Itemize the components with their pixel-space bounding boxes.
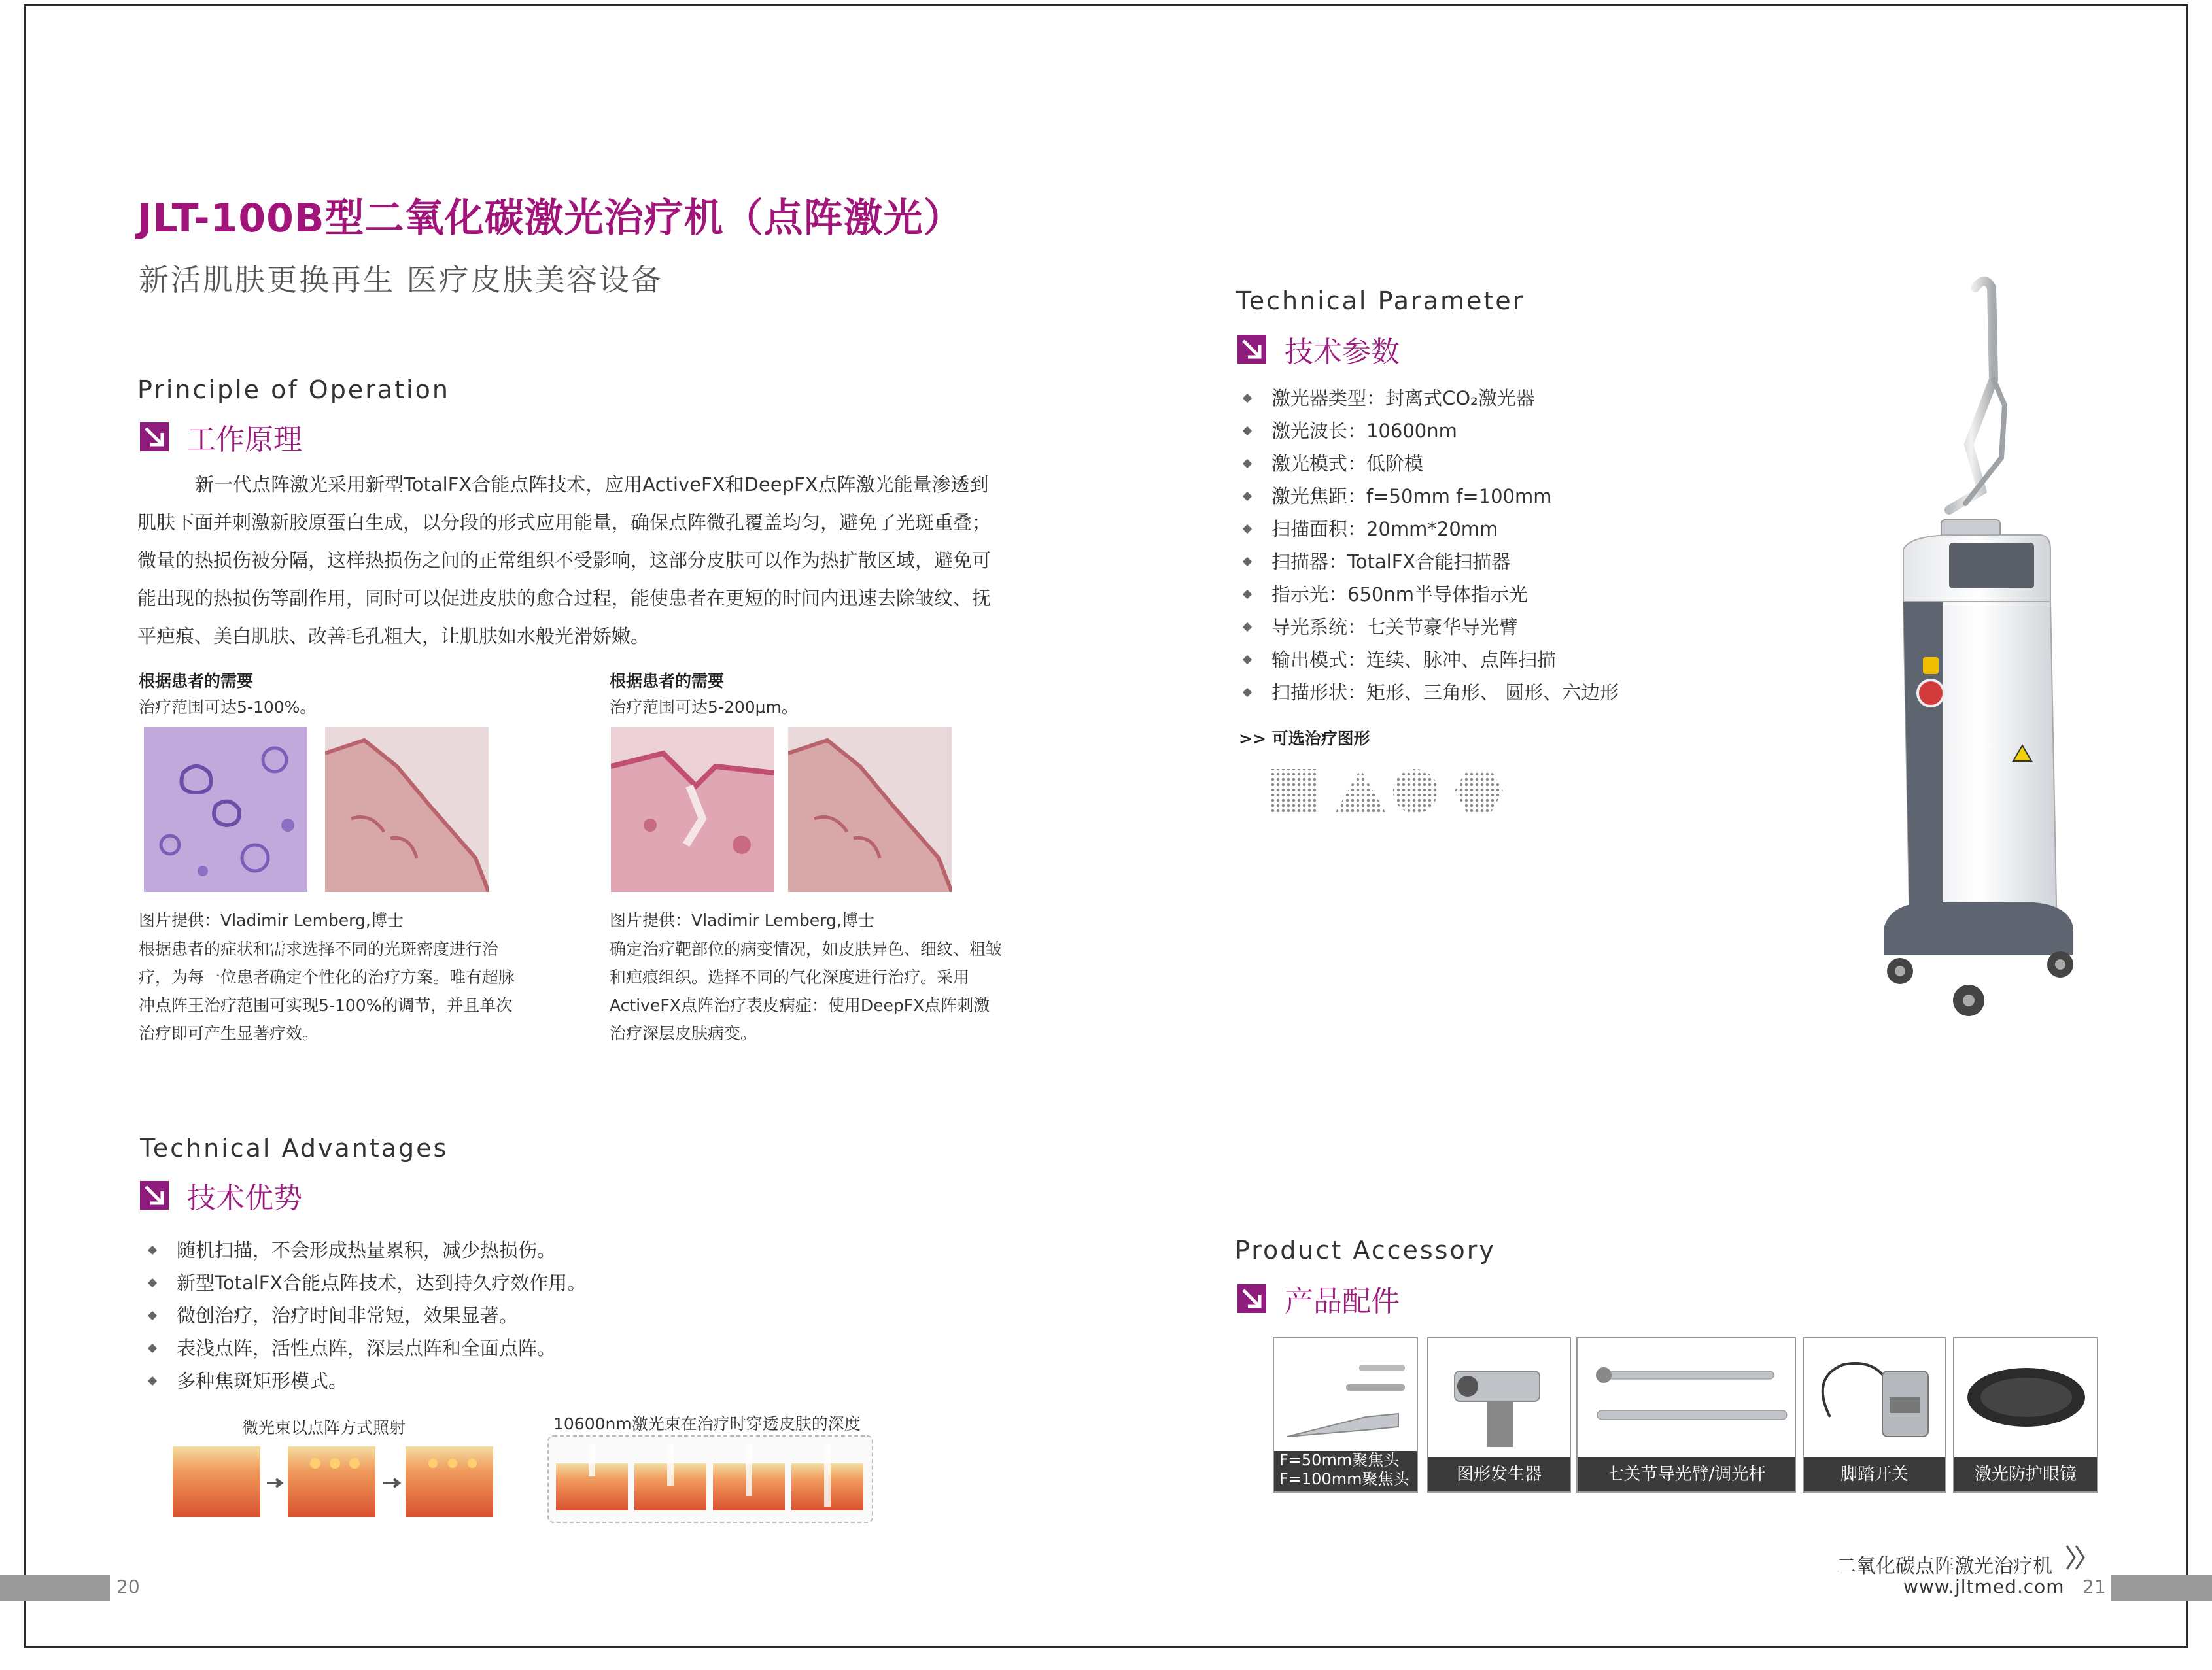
operation-title-cn: 工作原理 bbox=[187, 423, 302, 456]
handpiece-image bbox=[1274, 1338, 1417, 1450]
accessory-title-cn: 产品配件 bbox=[1285, 1285, 1400, 1318]
page-number-left: 20 bbox=[116, 1576, 140, 1597]
accessory-label: 图形发生器 bbox=[1428, 1457, 1570, 1491]
operation-title-en: Principle of Operation bbox=[137, 375, 450, 404]
rectangle-shape-icon bbox=[1271, 769, 1317, 812]
left-image-credit: 图片提供：Vladimir Lemberg,博士 bbox=[139, 911, 404, 930]
histology-image-lesion bbox=[611, 727, 774, 892]
left-caption-range: 治疗范围可达5-100%。 bbox=[139, 698, 317, 717]
skin-layer-diagram bbox=[171, 1437, 498, 1520]
page-subtitle: 新活肌肤更换再生 医疗皮肤美容设备 bbox=[139, 262, 663, 298]
footer-bar-right bbox=[2111, 1575, 2212, 1601]
arrow-down-right-icon bbox=[1237, 335, 1266, 364]
list-item: 扫描面积：20mm*20mm bbox=[1239, 513, 1619, 545]
shapes-label: >> 可选治疗图形 bbox=[1239, 729, 1370, 748]
list-item: 表浅点阵，活性点阵，深层点阵和全面点阵。 bbox=[144, 1332, 586, 1365]
list-item: 扫描器：TotalFX合能扫描器 bbox=[1239, 545, 1619, 578]
accessory-guide-arm bbox=[1576, 1337, 1796, 1493]
goggles-image bbox=[1954, 1338, 2097, 1456]
accessory-label: 激光防护眼镜 bbox=[1954, 1457, 2097, 1491]
pattern-generator-image bbox=[1428, 1338, 1570, 1456]
hexagon-shape-icon bbox=[1455, 770, 1503, 812]
page-title: JLT-100B型二氧化碳激光治疗机（点阵激光） bbox=[137, 196, 963, 241]
advantages-list bbox=[144, 1234, 586, 1397]
parameter-heading bbox=[1237, 328, 1400, 370]
list-item: 新型TotalFX合能点阵技术，达到持久疗效作用。 bbox=[144, 1267, 586, 1299]
double-chevron-icon bbox=[2064, 1543, 2090, 1572]
accessory-label: 脚踏开关 bbox=[1804, 1457, 1945, 1491]
operation-paragraph bbox=[137, 466, 1007, 655]
list-item: 激光焦距：f=50mm f=100mm bbox=[1239, 480, 1619, 513]
list-item: 多种焦斑矩形模式。 bbox=[144, 1365, 586, 1397]
laser-depth-diagram bbox=[547, 1435, 874, 1524]
scan-shapes bbox=[1270, 766, 1512, 816]
page-number-right: 21 bbox=[2082, 1576, 2106, 1597]
accessory-heading bbox=[1237, 1278, 1400, 1320]
right-image-credit: 图片提供：Vladimir Lemberg,博士 bbox=[610, 911, 874, 930]
right-description: 确定治疗靶部位的病变情况，如皮肤异色、细纹、粗皱和疤痕组织。选择不同的气化深度进行治疗。采用ActiveFX点阵治疗表皮病症：使用DeepFX点阵刺激治疗深层皮肤病变。 bbox=[610, 940, 1003, 1043]
parameter-list bbox=[1239, 382, 1619, 709]
advantages-heading bbox=[140, 1174, 302, 1216]
accessory-title-en: Product Accessory bbox=[1235, 1236, 1496, 1265]
right-caption-range: 治疗范围可达5-200μm。 bbox=[610, 698, 798, 717]
footer-product-name: 二氧化碳点阵激光治疗机 bbox=[1837, 1555, 2052, 1578]
arrow-down-right-icon bbox=[140, 422, 169, 451]
accessory-label: 七关节导光臂/调光杆 bbox=[1578, 1457, 1795, 1491]
triangle-shape-icon bbox=[1336, 769, 1385, 812]
list-item: 激光器类型：封离式CO₂激光器 bbox=[1239, 382, 1619, 415]
left-description: 根据患者的症状和需求选择不同的光斑密度进行治疗，为每一位患者确定个性化的治疗方案。唯有超脉冲点阵王治疗范围可实现5-100%的调节，并且单次治疗即可产生显著疗效。 bbox=[139, 940, 515, 1043]
accessory-focus-heads bbox=[1273, 1337, 1418, 1493]
arrow-down-right-icon bbox=[1237, 1284, 1266, 1313]
list-item: 激光波长：10600nm bbox=[1239, 415, 1619, 447]
footer-bar-left bbox=[0, 1575, 110, 1601]
operation-heading bbox=[140, 416, 302, 458]
skin-diagram-caption-right: 10600nm激光束在治疗时穿透皮肤的深度 bbox=[553, 1414, 861, 1433]
accessory-label-line2: F=100mm聚焦头 bbox=[1279, 1470, 1409, 1488]
advantages-title-en: Technical Advantages bbox=[140, 1134, 449, 1163]
guide-arm-image bbox=[1578, 1338, 1795, 1456]
right-caption-heading: 根据患者的需要 bbox=[610, 672, 725, 690]
laser-machine-image bbox=[1871, 275, 2080, 1027]
list-item: 指示光：650nm半导体指示光 bbox=[1239, 578, 1619, 611]
list-item: 随机扫描，不会形成热量累积，减少热损伤。 bbox=[144, 1234, 586, 1267]
circle-shape-icon bbox=[1393, 769, 1438, 813]
skin-diagram-caption-left: 微光束以点阵方式照射 bbox=[242, 1418, 406, 1437]
operation-text: 新一代点阵激光采用新型TotalFX合能点阵技术，应用ActiveFX和DeepFX点阵激光能量渗透到肌肤下面并刺激新胶原蛋白生成，以分段的形式应用能量，确保点阵微孔覆盖均匀，避免了光斑重叠；微量的热损伤被分隔，这样热损伤之间的正常组织不受影响，这部分皮肤可以作为热扩散区域，避免可能出现的热损伤等副作用，同时可以促进皮肤的愈合过程，能使患者在更短的时间内迅速去除皱纹、抚平疤痕、美白肌肤、改善毛孔粗大，让肌肤如水般光滑娇嫩。 bbox=[137, 473, 992, 647]
histology-image-pink bbox=[325, 727, 489, 892]
list-item: 激光模式：低阶模 bbox=[1239, 447, 1619, 480]
histology-image-purple bbox=[144, 727, 307, 892]
list-item: 扫描形状：矩形、三角形、 圆形、六边形 bbox=[1239, 676, 1619, 709]
advantages-title-cn: 技术优势 bbox=[187, 1182, 302, 1215]
accessory-pattern-generator bbox=[1427, 1337, 1571, 1493]
foot-switch-image bbox=[1804, 1338, 1945, 1456]
accessory-label-line1: F=50mm聚焦头 bbox=[1279, 1451, 1400, 1469]
arrow-down-right-icon bbox=[140, 1181, 169, 1210]
parameter-title-cn: 技术参数 bbox=[1285, 335, 1400, 369]
list-item: 微创治疗，治疗时间非常短，效果显著。 bbox=[144, 1299, 586, 1332]
left-caption-heading: 根据患者的需要 bbox=[139, 672, 254, 690]
histology-image-healed bbox=[788, 727, 952, 892]
list-item: 输出模式：连续、脉冲、点阵扫描 bbox=[1239, 643, 1619, 676]
accessory-label bbox=[1274, 1451, 1417, 1491]
accessory-foot-switch bbox=[1803, 1337, 1946, 1493]
parameter-title-en: Technical Parameter bbox=[1236, 286, 1525, 315]
accessory-goggles bbox=[1953, 1337, 2098, 1493]
footer-website: www.jltmed.com bbox=[1903, 1576, 2065, 1597]
list-item: 导光系统：七关节豪华导光臂 bbox=[1239, 611, 1619, 643]
